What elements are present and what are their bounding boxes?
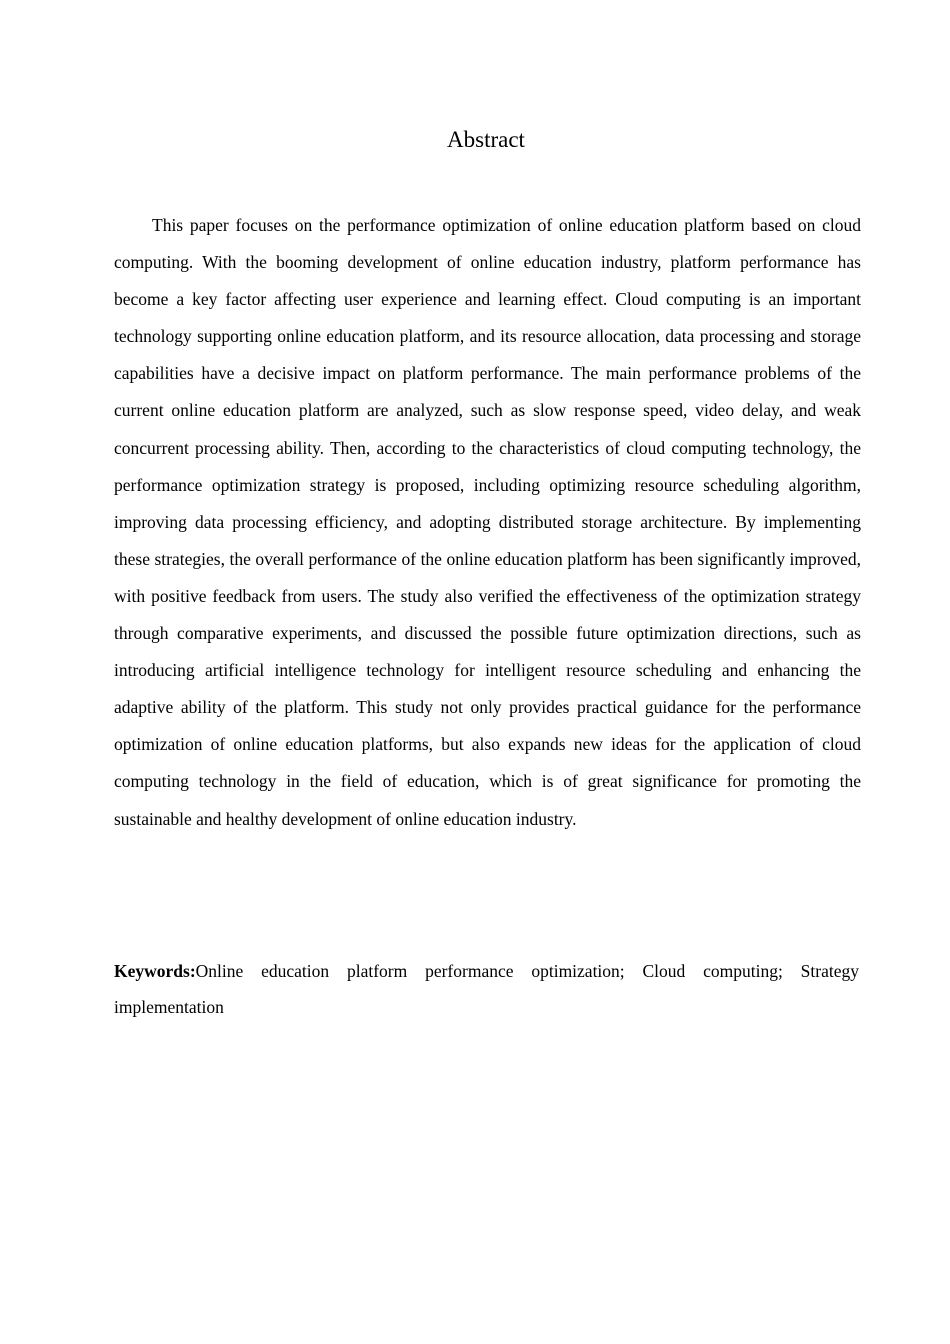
abstract-title: Abstract [447,127,525,152]
abstract-body: This paper focuses on the performance optimization of online education platform based on cloud computing. With the booming development of online education industry, platform performance has become a key factor affecting user experience and learning effect. Cloud computing is an important technology supporting online education platform, and its resource allocation, data processing and storage capabilities have a decisive impact on platform performance. The main performance problems of the current online education platform are analyzed, such as slow response speed, video delay, and weak concurrent processing ability. Then, according to the characteristics of cloud computing technology, the performance optimization strategy is proposed, including optimizing resource scheduling algorithm, improving data processing efficiency, and adopting distributed storage architecture. By implementing these strategies, the overall performance of the online education platform has been significantly improved, with positive feedback from users. The study also verified the effectiveness of the optimization strategy through comparative experiments, and discussed the possible future optimization directions, such as introducing artificial intelligence technology for intelligent resource scheduling and enhancing the adaptive ability of the platform. This study not only provides practical guidance for the performance optimization of online education platforms, but also expands new ideas for the application of cloud computing technology in the field of education, which is of great significance for promoting the sustainable and healthy development of online education industry. [114,215,861,829]
keywords-label: Keywords: [114,961,196,981]
keywords-text: Online education platform performance optimization; Cloud computing; Strategy implementation [114,961,859,1017]
keywords-line [114,954,859,1025]
